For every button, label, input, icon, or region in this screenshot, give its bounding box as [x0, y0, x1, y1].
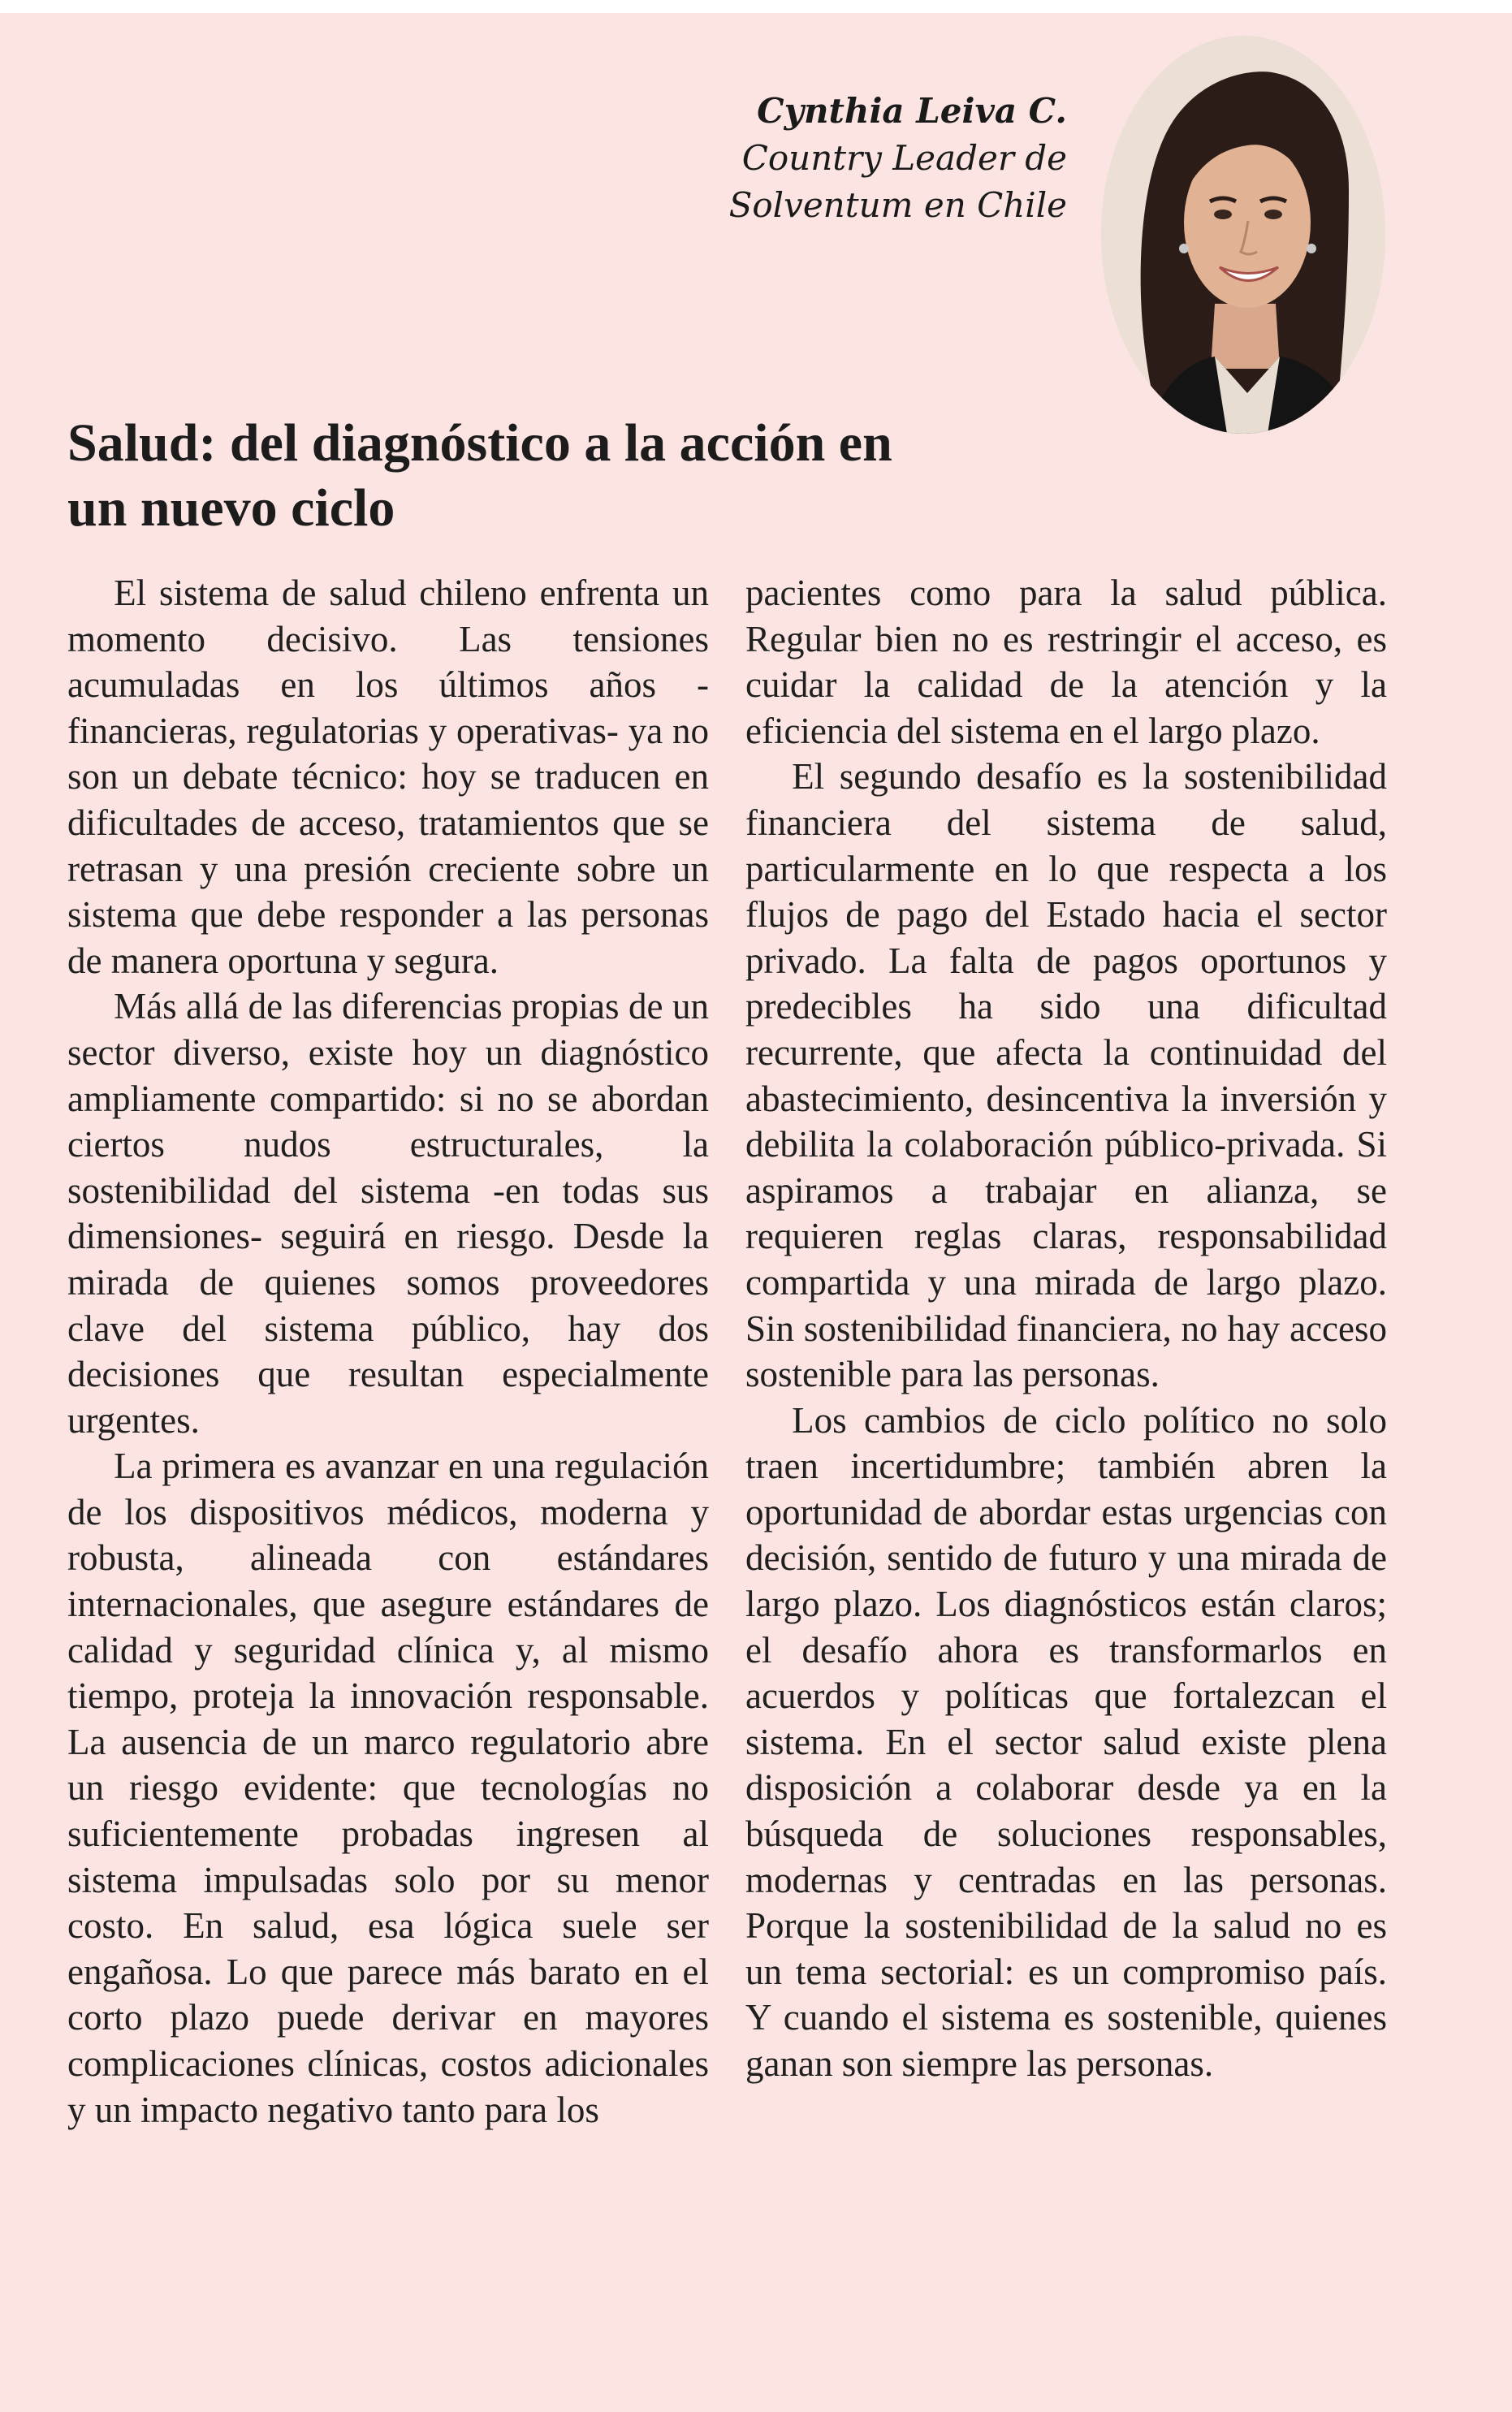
- author-byline: [499, 88, 1067, 229]
- article-paragraph: El segundo desafío es la sostenibilidad financiera del sistema de salud, particularmente en lo que respecta a los flujos de pago del Estado hacia el sector privado. La falta de pagos oportunos y predecibles ha sido una dificultad recurrente, que afecta la continuidad del abastecimiento, desincentiva la inversión y debilita la colaboración público-privada. Si aspiramos a trabajar en alianza, se requieren reglas claras, responsabilidad compartida y una mirada de largo plazo. Sin sostenibilidad financiera, no hay acceso sostenible para las personas.: [745, 756, 1387, 1395]
- article-column-right: [745, 570, 1387, 2087]
- article-paragraph: Más allá de las diferencias propias de un sector diverso, existe hoy un diagnóstico ampliamente compartido: si no se abordan ciertos nudos estructurales, la sostenibilidad del sistema -en todas sus dimensiones- seguirá en riesgo. Desde la mirada de quienes somos proveedores clave del sistema público, hay dos decisiones que resultan especialmente urgentes.: [67, 986, 709, 1441]
- author-name: Cynthia Leiva C.: [757, 91, 1067, 131]
- author-role-line-2: Solventum en Chile: [728, 185, 1067, 225]
- article-paragraph: La primera es avanzar en una regulación de los dispositivos médicos, moderna y robusta, alineada con estándares internacionales, que asegure estándares de calidad y seguridad clínica y, al mismo tiempo, proteja la innovación responsable. La ausencia de un marco regulatorio abre un riesgo evidente: que tecnologías no suficientemente probadas ingresen al sistema impulsadas solo por su menor costo. En salud, esa lógica suele ser engañosa. Lo que parece más barato en el corto plazo puede derivar en mayores complicaciones clínicas, costos adicionales y un impacto negativo tanto para los: [67, 1446, 709, 2130]
- opinion-column-page: [0, 13, 1512, 2412]
- article-paragraph: Los cambios de ciclo político no solo traen incertidumbre; también abren la oportunidad de abordar estas urgencias con decisión, sentido de futuro y una mirada de largo plazo. Los diagnósticos están claros; el desafío ahora es transformarlos en acuerdos y políticas que fortalezcan el sistema. En el sector salud existe plena disposición a colaborar desde ya en la búsqueda de soluciones responsables, modernas y centradas en las personas. Porque la sostenibilidad de la salud no es un tema sectorial: es un compromiso país. Y cuando el sistema es sostenible, quienes ganan son siempre las personas.: [745, 1399, 1387, 2084]
- author-portrait-illustration: [1101, 36, 1385, 434]
- author-portrait: [1101, 36, 1385, 434]
- article-paragraph: pacientes como para la salud pública. Regular bien no es restringir el acceso, es cuidar la calidad de la atención y la eficiencia del sistema en el largo plazo.: [745, 573, 1387, 751]
- article-column-left: [67, 570, 709, 2133]
- article-paragraph: El sistema de salud chileno enfrenta un momento decisivo. Las tensiones acumuladas en los últimos años -financieras, regulatorias y operativas- ya no son un debate técnico: hoy se traducen en dificultades de acceso, tratamientos que se retrasan y una presión creciente sobre un sistema que debe responder a las personas de manera oportuna y segura.: [67, 573, 709, 981]
- article-title: Salud: del diagnóstico a la acción en un nuevo ciclo: [67, 413, 892, 538]
- author-role-line-1: Country Leader de: [741, 138, 1067, 178]
